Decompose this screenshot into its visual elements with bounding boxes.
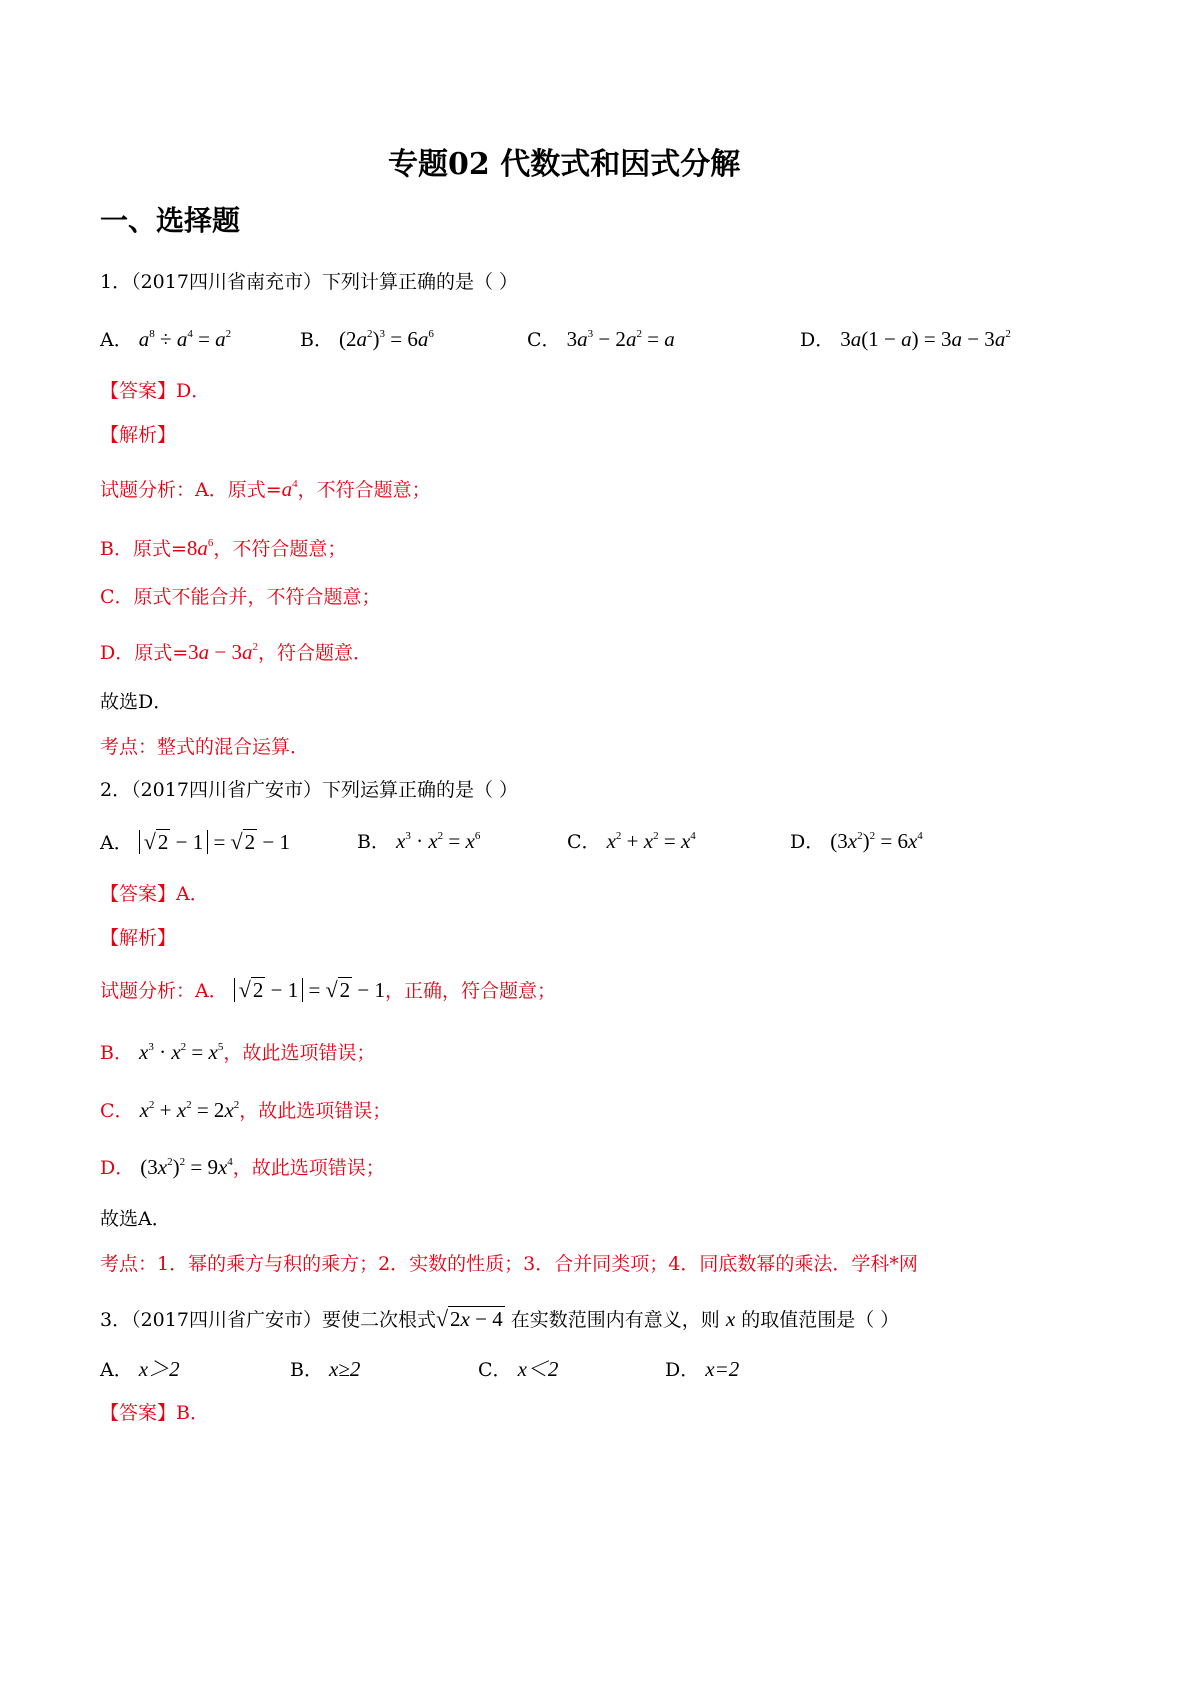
q1-kaodian: 考点：整式的混合运算． (100, 736, 310, 758)
q1-stem: 1．（2017四川省南充市）下列计算正确的是（ ） (100, 271, 518, 293)
q2-conclusion: 故选A． (100, 1208, 171, 1230)
q2-option-c: C． $x^2 + x^2 = x^4$ (567, 829, 696, 853)
q1-option-a: A． $a^8 \div a^4 = a^2$ (100, 327, 232, 351)
q3-option-c: C． x＜2 (478, 1357, 559, 1381)
q1-analysis-a: 试题分析：A．原式$=a^4$，不符合题意； (100, 477, 431, 501)
q1-analysis-d: D．原式$=3a - 3a^2$，符合题意． (100, 640, 373, 664)
q3-option-a: A． x＞2 (100, 1357, 180, 1381)
q2-option-d: D． $(3x^2)^2 = 6x^4$ (790, 829, 923, 853)
q1-option-d: D． $3a(1 - a) = 3a - 3a^2$ (800, 327, 1011, 351)
q3-answer: 【答案】B． (100, 1402, 209, 1424)
q2-analysis-b: B． $x^3 \cdot x^2 = x^5$，故此选项错误； (100, 1040, 376, 1064)
q2-analysis-d: D． $(3x^2)^2 = 9x^4$，故此选项错误； (100, 1155, 385, 1179)
q1-conclusion: 故选D． (100, 691, 173, 713)
q1-analysis-b: B．原式$=8a^6$，不符合题意； (100, 536, 347, 560)
q2-option-b: B． $x^3 \cdot x^2 = x^6$ (357, 829, 481, 853)
q3-stem: 3．（2017四川省广安市）要使二次根式√2x − 4 在实数范围内有意义，则 x 的取值范围是（ ） (100, 1306, 900, 1331)
q2-analysis-a: 试题分析：A． √2 − 1 = √2 − 1，正确，符合题意； (100, 977, 556, 1002)
q2-kaodian: 考点：1．幂的乘方与积的乘方；2．实数的性质；3．合并同类项；4．同底数幂的乘法．学科*网 (100, 1253, 918, 1275)
page-title: 专题02 代数式和因式分解 (388, 147, 741, 182)
q2-stem: 2．（2017四川省广安市）下列运算正确的是（ ） (100, 779, 518, 801)
q1-analysis-c: C．原式不能合并，不符合题意； (100, 586, 381, 608)
q2-option-a: A． √2 − 1 = √2 − 1 (100, 829, 290, 854)
q1-option-c: C． $3a^3 - 2a^2 = a$ (527, 327, 675, 351)
q1-answer: 【答案】D． (100, 380, 211, 402)
q3-option-d: D． x=2 (665, 1357, 740, 1381)
section-heading: 一、选择题 (100, 204, 241, 237)
q1-analysis-label: 【解析】 (100, 424, 177, 446)
q2-analysis-c: C． $x^2 + x^2 = 2x^2$，故此选项错误； (100, 1098, 392, 1122)
q2-analysis-label: 【解析】 (100, 927, 177, 949)
q1-option-b: B． $(2a^2)^3 = 6a^6$ (300, 327, 434, 351)
q2-answer: 【答案】A． (100, 883, 209, 905)
q3-option-b: B． x≥2 (290, 1357, 361, 1381)
